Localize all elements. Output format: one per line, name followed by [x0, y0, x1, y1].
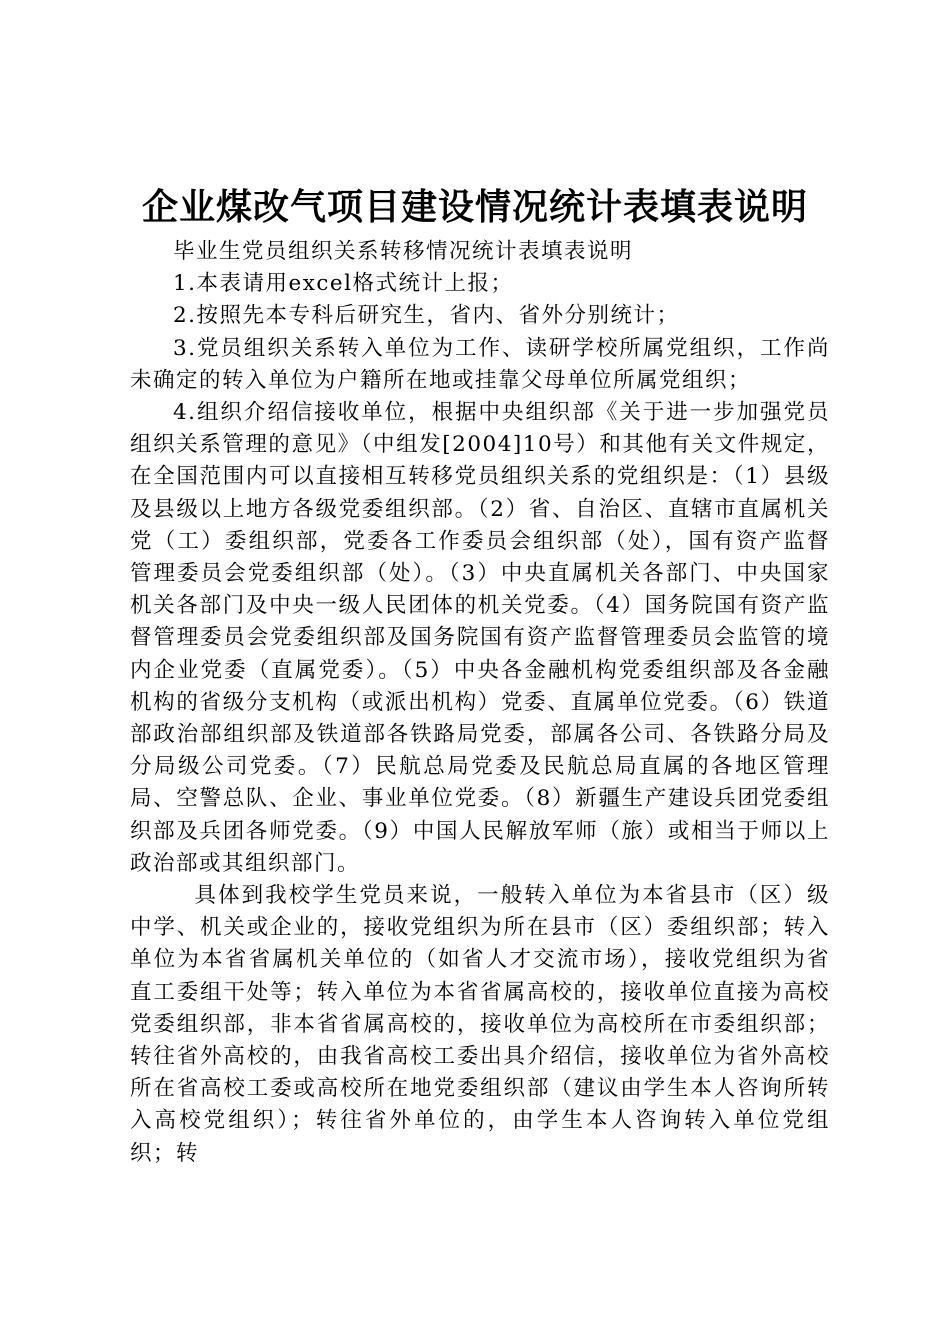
paragraph-item-1: 1.本表请用excel格式统计上报； [173, 271, 514, 297]
document-body [130, 236, 830, 1170]
paragraph-subtitle: 毕业生党员组织关系转移情况统计表填表说明 [173, 239, 634, 264]
document-title: 企业煤改气项目建设情况统计表填表说明 [141, 187, 808, 228]
paragraph-item-3: 3.党员组织关系转入单位为工作、读研学校所属党组织，工作尚未确定的转入单位为户籍所在地或挂靠父母单位所属党组织； [130, 335, 830, 393]
paragraph-item-2: 2.按照先本专科后研究生，省内、省外分别统计； [173, 303, 680, 329]
paragraph-item-4: 4.组织介绍信接收单位，根据中央组织部《关于进一步加强党员组织关系管理的意见》（中组发[2004]10号）和其他有关文件规定，在全国范围内可以直接相互转移党员组织关系的党组织是：（1）县级及县级以上地方各级党委组织部。（2）省、自治区、直辖市直属机关党（工）委组织部，党委各工作委员会组织部（处），国有资产监督管理委员会党委组织部（处）。（3）中央直属机关各部门、中央国家机关各部门及中央一级人民团体的机关党委。（4）国务院国有资产监督管理委员会党委组织部及国务院国有资产监督管理委员会监管的境内企业党委（直属党委）。（5）中央各金融机构党委组织部及各金融机构的省级分支机构（或派出机构）党委、直属单位党委。（6）铁道部政治部组织部及铁道部各铁路局党委，部属各公司、各铁路分局及分局级公司党委。（7）民航总局党委及民航总局直属的各地区管理局、空警总队、企业、事业单位党委。（8）新疆生产建设兵团党委组织部及兵团各师党委。（9）中国人民解放军师（旅）或相当于师以上政治部或其组织部门。 [130, 400, 830, 876]
paragraph-details: 具体到我校学生党员来说，一般转入单位为本省县市（区）级中学、机关或企业的，接收党组织为所在县市（区）委组织部；转入单位为本省省属机关单位的（如省人才交流市场），接收党组织为省直工委组干处等；转入单位为本省省属高校的，接收单位直接为高校党委组织部，非本省省属高校的，接收单位为高校所在市委组织部；转往省外高校的，由我省高校工委出具介绍信，接收单位为省外高校所在省高校工委或高校所在地党委组织部（建议由学生本人咨询所转入高校党组织）；转往省外单位的，由学生本人咨询转入单位党组织；转 [130, 883, 830, 1166]
